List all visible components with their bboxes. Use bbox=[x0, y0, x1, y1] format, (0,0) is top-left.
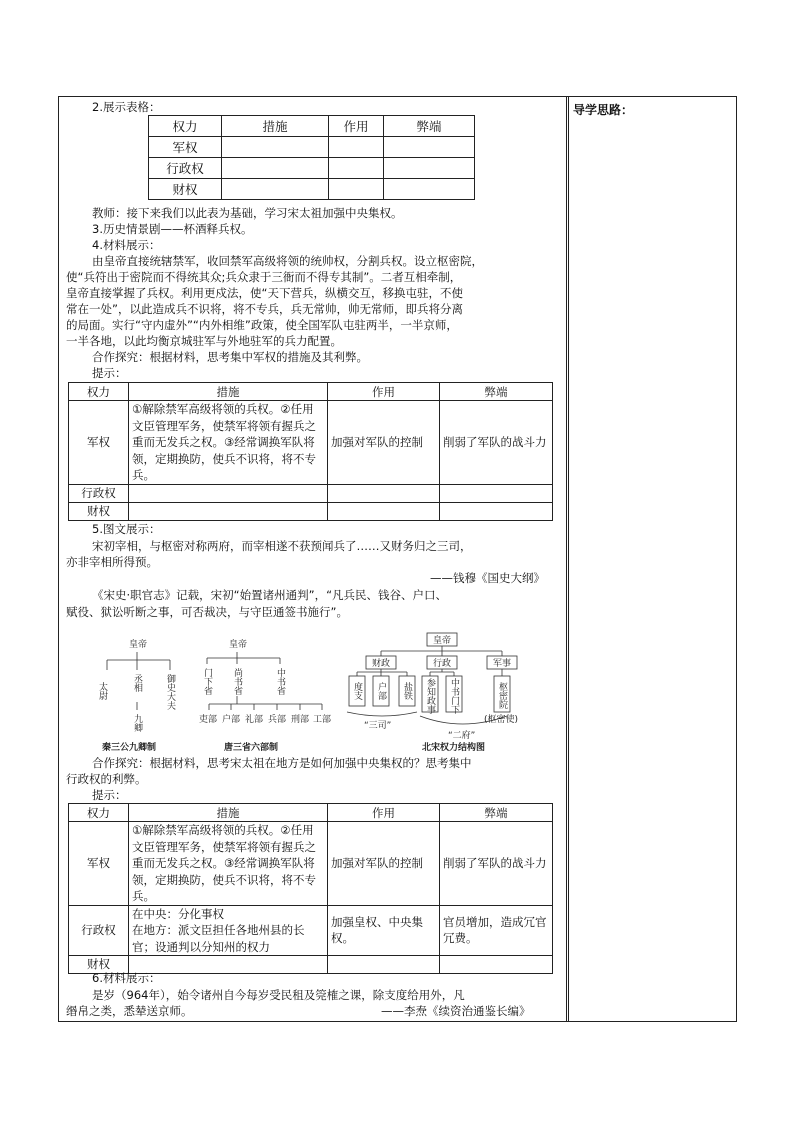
military-effect: 加强对军队的控制 bbox=[328, 401, 440, 485]
tang-shangshu: 尚书省 bbox=[232, 668, 242, 695]
header-measure: 措施 bbox=[222, 116, 329, 137]
song-yantie: 盐铁 bbox=[402, 682, 412, 700]
header-drawback: 弊端 bbox=[384, 116, 475, 137]
song-military: 军事 bbox=[493, 659, 512, 669]
explore-2-line-2: 行政权的利弊。 bbox=[66, 772, 147, 786]
song-administration: 行政 bbox=[433, 659, 452, 669]
row-administrative: 行政权 bbox=[69, 484, 129, 502]
section-5-heading: 5.图文展示： bbox=[92, 522, 161, 536]
row-administrative: 行政权 bbox=[149, 158, 222, 179]
military-table: 权力 措施 作用 弊端 军权 ①解除禁军高级将领的兵权。②任用文臣管理军务，使禁军将领有握兵之重而无发兵之权。③经常调换军队将领，定期换防，使兵不识将，将不专兵。 加强对军队的控制 削弱了军队的战斗力 行政权 财权 bbox=[68, 382, 553, 521]
military-administrative-table: 权力 措施 作用 弊端 军权 ①解除禁军高级将领的兵权。②任用文臣管理军务，使禁军将领有握兵之重而无发兵之权。③经常调换军队将领，定期换防，使兵不识将，将不专兵。 加强对军队的控制 削弱了军队的战斗力 行政权 在中央：分化事权 在地方：派文臣担任各地州县的长官；设通判以分知州的权力 加强皇权、中央集权。 官员增加，造成冗官冗费。 财权 bbox=[68, 803, 553, 974]
qin-chengxiang: 丞相 bbox=[132, 674, 142, 692]
material-4-line-2: 使“兵符出于密院而不得统其众;兵众隶于三衙而不得专其制”。二者互相牵制， bbox=[66, 270, 462, 284]
tang-menxia: 门下省 bbox=[202, 668, 212, 695]
qin-caption: 秦三公九卿制 bbox=[102, 743, 157, 753]
hint-1: 提示： bbox=[92, 366, 127, 380]
section-3-heading: 3.历史情景剧——杯酒释兵权。 bbox=[92, 222, 253, 236]
song-shumishi-label: (枢密使) bbox=[484, 715, 519, 725]
song-hubu: 户部 bbox=[376, 682, 386, 700]
row-administrative: 行政权 bbox=[69, 905, 129, 956]
tang-bu-4: 兵部 bbox=[268, 715, 287, 725]
material-6-source: ——李焘《续资治通鉴长编》 bbox=[381, 1004, 531, 1018]
song-caption: 北宋权力结构图 bbox=[422, 743, 486, 753]
songshi-line-1: 《宋史·职官志》记载，宋初“始置诸州通判”，“凡兵民、钱谷、户口、 bbox=[92, 588, 448, 602]
sidebar-title: 导学思路： bbox=[573, 103, 634, 117]
administrative-measure bbox=[129, 905, 328, 956]
song-erfu-label: “二府” bbox=[448, 731, 476, 741]
explore-1: 合作探究：根据材料，思考集中军权的措施及其利弊。 bbox=[92, 350, 368, 364]
tang-emperor: 皇帝 bbox=[229, 640, 248, 650]
song-emperor: 皇帝 bbox=[433, 636, 452, 646]
military-drawback: 削弱了军队的战斗力 bbox=[440, 401, 553, 485]
quote-line-1: 宋初宰相，与枢密对称两府，而宰相遂不获预闻兵了……又财务归之三司， bbox=[92, 539, 472, 553]
measure-central: 在中央：分化事权 bbox=[132, 906, 224, 921]
military-measure: ①解除禁军高级将领的兵权。②任用文臣管理军务，使禁军将领有握兵之重而无发兵之权。③经常调换军队将领，定期换防，使兵不识将，将不专兵。 bbox=[129, 822, 328, 906]
material-6-line-2: 缗帛之类，悉辇送京师。 bbox=[66, 1004, 193, 1018]
header-effect: 作用 bbox=[329, 116, 384, 137]
material-4-line-3: 皇帝直接掌握了兵权。利用更戍法，使“天下营兵，纵横交互，移换屯驻，不使 bbox=[66, 286, 463, 300]
hint-2: 提示： bbox=[92, 788, 127, 802]
tang-zhongshu: 中书省 bbox=[275, 668, 285, 695]
material-4-line-5: 的局面。实行“守内虚外”“内外相维”政策，使全国军队屯驻两半，一半京师， bbox=[66, 318, 458, 332]
row-financial: 财权 bbox=[149, 179, 222, 200]
administrative-drawback: 官员增加，造成冗官冗费。 bbox=[440, 905, 553, 956]
explore-2-line-1: 合作探究：根据材料，思考宋太祖在地方是如何加强中央集权的？思考集中 bbox=[92, 756, 472, 770]
row-financial: 财权 bbox=[69, 502, 129, 520]
measure-local: 在地方：派文臣担任各地州县的长官；设通判以分知州的权力 bbox=[132, 923, 305, 954]
tang-bu-5: 刑部 bbox=[291, 715, 310, 725]
songshi-line-2: 赋役、狱讼听断之事，可否裁决，与守臣通签书施行”。 bbox=[66, 605, 348, 619]
tang-bu-2: 户部 bbox=[222, 715, 241, 725]
material-4-line-4: 常在一处”，以此造成兵不识将，将不专兵，兵无常帅，帅无常师，即兵将分离 bbox=[66, 302, 463, 316]
section-2-heading: 2.展示表格： bbox=[92, 100, 161, 114]
header-power: 权力 bbox=[149, 116, 222, 137]
tang-bu-3: 礼部 bbox=[245, 715, 264, 725]
quote-source: ——钱穆《国史大纲》 bbox=[430, 571, 545, 585]
row-financial: 财权 bbox=[69, 956, 129, 974]
power-structure-diagram bbox=[92, 632, 562, 754]
song-shumiyuan: 枢密院 bbox=[497, 682, 507, 709]
sidebar-cell bbox=[567, 96, 737, 1022]
military-measure: ①解除禁军高级将领的兵权。②任用文臣管理军务，使禁军将领有握兵之重而无发兵之权。③经常调换军队将领，定期换防，使兵不识将，将不专兵。 bbox=[129, 401, 328, 485]
song-zhongshu: 中书门下 bbox=[449, 678, 459, 714]
qin-jiuqing: 九卿 bbox=[132, 714, 142, 732]
material-4-line-1: 由皇帝直接统辖禁军，收回禁军高级将领的统帅权，分割兵权。设立枢密院， bbox=[92, 254, 483, 268]
military-effect: 加强对军队的控制 bbox=[328, 822, 440, 906]
teacher-line: 教师：接下来我们以此表为基础，学习宋太祖加强中央集权。 bbox=[92, 206, 403, 220]
qin-taiwei: 太尉 bbox=[97, 682, 107, 700]
tang-bu-1: 吏部 bbox=[199, 715, 218, 725]
empty-table bbox=[148, 115, 475, 200]
row-military: 军权 bbox=[69, 401, 129, 485]
song-canzhi: 参知政事 bbox=[425, 678, 435, 714]
administrative-effect: 加强皇权、中央集权。 bbox=[328, 905, 440, 956]
quote-line-2: 亦非宰相所得预。 bbox=[66, 555, 158, 569]
section-6-heading: 6.材料展示： bbox=[92, 971, 161, 985]
material-6-line-1: 是岁（964年），始令诸州自今每岁受民租及筦榷之课，除支度给用外，凡 bbox=[92, 988, 465, 1002]
tang-bu-6: 工部 bbox=[313, 715, 332, 725]
row-military: 军权 bbox=[69, 822, 129, 906]
qin-emperor: 皇帝 bbox=[129, 640, 148, 650]
song-duzhi: 度支 bbox=[352, 682, 362, 700]
section-4-heading: 4.材料展示： bbox=[92, 238, 161, 252]
song-finance: 财政 bbox=[372, 659, 391, 669]
tang-caption: 唐三省六部制 bbox=[224, 743, 279, 753]
row-military: 军权 bbox=[149, 137, 222, 158]
material-4-line-6: 一半各地，以此均衡京城驻军与外地驻军的兵力配置。 bbox=[66, 334, 342, 348]
song-sansi-label: “三司” bbox=[364, 721, 392, 731]
military-drawback: 削弱了军队的战斗力 bbox=[440, 822, 553, 906]
qin-yushi: 御史大夫 bbox=[165, 674, 175, 710]
